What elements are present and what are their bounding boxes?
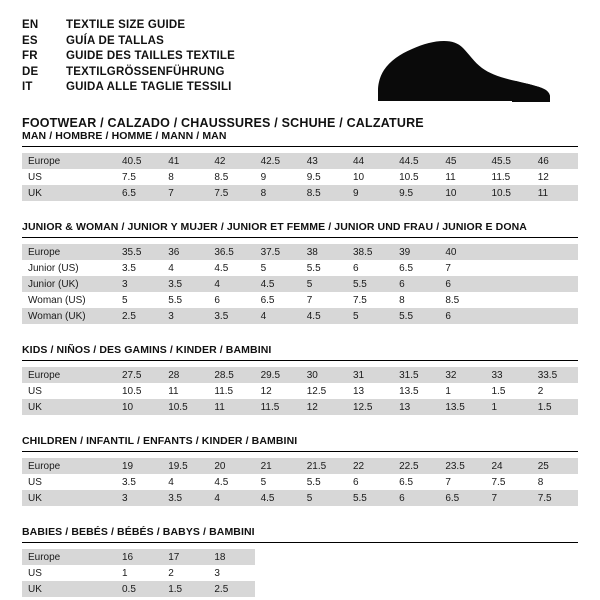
cell: 12: [260, 385, 272, 397]
cell: 42.5: [255, 153, 301, 169]
cell: [532, 292, 578, 308]
cell: 7.5: [122, 171, 136, 183]
table-row: [22, 383, 578, 399]
cell: 38.5: [347, 244, 393, 260]
cell: 20: [208, 458, 254, 474]
language-title: GUIDE DES TAILLES TEXTILE: [66, 50, 235, 62]
language-code: ES: [22, 34, 38, 47]
cell: 3: [162, 308, 208, 324]
cell: 4: [168, 476, 174, 488]
cell: [486, 244, 532, 260]
cell: 11: [208, 399, 254, 415]
section-junior-woman: [22, 221, 578, 324]
document-header: [22, 18, 578, 130]
cell-empty: [439, 565, 485, 581]
cell: 28.5: [208, 367, 254, 383]
cell: 43: [301, 153, 347, 169]
cell: 9.5: [306, 171, 321, 183]
cell: 36: [162, 244, 208, 260]
language-code: EN: [22, 19, 39, 31]
cell: 29.5: [255, 367, 301, 383]
cell: 38: [301, 244, 347, 260]
cell: 11.5: [214, 385, 234, 397]
cell: 6: [393, 276, 439, 292]
cell: 3.5: [122, 476, 136, 488]
table-row: [22, 581, 578, 597]
cell: 7: [306, 294, 313, 306]
cell: 6: [439, 276, 485, 292]
cell-empty: [255, 565, 301, 581]
cell: 1.5: [491, 385, 506, 397]
cell: 6: [214, 294, 220, 306]
language-title: TEXTILE SIZE GUIDE: [66, 19, 186, 31]
language-list: [22, 18, 235, 96]
cell: 18: [208, 549, 254, 565]
section-kids: [22, 344, 578, 415]
cell: 8: [255, 185, 301, 201]
cell-empty: [486, 565, 532, 581]
cell: 4.5: [255, 276, 301, 292]
cell: 19.5: [162, 458, 208, 474]
cell: 11.5: [255, 399, 301, 415]
cell: 5.5: [393, 308, 439, 324]
cell: 46: [532, 153, 578, 169]
cell: 5: [122, 294, 128, 306]
cell: 5: [301, 276, 347, 292]
cell: 25: [532, 458, 578, 474]
cell: 1: [445, 385, 451, 397]
cell: 4: [208, 490, 254, 506]
row-label: US: [28, 567, 42, 579]
cell: 8: [168, 171, 174, 183]
cell: 3.5: [162, 490, 208, 506]
cell: 3: [214, 567, 220, 579]
cell: 7: [486, 490, 532, 506]
cell: 5: [260, 476, 267, 488]
cell: 13.5: [399, 385, 419, 397]
cell: 40: [439, 244, 485, 260]
table-row: [22, 474, 578, 490]
cell: 27.5: [116, 367, 162, 383]
cell: 7: [162, 185, 208, 201]
dress-shoe-icon: [366, 32, 556, 104]
cell: 8: [399, 294, 405, 306]
cell: 4.5: [214, 262, 229, 274]
cell: 33: [486, 367, 532, 383]
cell: 10.5: [162, 399, 208, 415]
cell: 5.5: [306, 262, 321, 274]
row-label: Woman (US): [28, 294, 86, 306]
row-label: US: [28, 385, 42, 397]
cell: 7.5: [352, 294, 367, 306]
cell: 8.5: [214, 171, 229, 183]
cell: 21: [255, 458, 301, 474]
row-label: Europe: [22, 153, 116, 169]
cell: 12: [537, 171, 549, 183]
size-table-kids: [22, 367, 578, 415]
cell: 8.5: [301, 185, 347, 201]
cell: [486, 276, 532, 292]
section-title: JUNIOR & WOMAN / JUNIOR Y MUJER / JUNIOR ET FEMME / JUNIOR UND FRAU / JUNIOR E DONA: [22, 221, 578, 238]
cell: 6.5: [399, 476, 414, 488]
cell: 5.5: [347, 490, 393, 506]
cell: 1.5: [532, 399, 578, 415]
cell: 5: [301, 490, 347, 506]
section-title: CHILDREN / INFANTIL / ENFANTS / KINDER / BAMBINI: [22, 435, 578, 452]
cell-empty: [532, 581, 578, 597]
cell: [486, 260, 532, 276]
cell: 9: [260, 171, 267, 183]
cell: 37.5: [255, 244, 301, 260]
row-label: UK: [22, 185, 116, 201]
cell: 10.5: [399, 171, 419, 183]
table-row: [22, 153, 578, 169]
cell: 3: [116, 490, 162, 506]
language-row: [22, 65, 235, 81]
row-label: Europe: [22, 367, 116, 383]
cell: 39: [393, 244, 439, 260]
cell-empty: [347, 549, 393, 565]
cell-empty: [486, 549, 532, 565]
cell: 6.5: [260, 294, 275, 306]
cell: 12.5: [347, 399, 393, 415]
cell: [532, 260, 578, 276]
size-table-children: [22, 458, 578, 506]
cell-empty: [301, 581, 347, 597]
table-row: [22, 458, 578, 474]
cell: 6: [393, 490, 439, 506]
section-title: MAN / HOMBRE / HOMME / MANN / MAN: [22, 130, 578, 147]
cell: 11: [445, 171, 456, 183]
cell: 2: [537, 385, 544, 397]
row-label: Woman (UK): [22, 308, 116, 324]
table-row: [22, 185, 578, 201]
cell: 4.5: [255, 490, 301, 506]
cell: 36.5: [208, 244, 254, 260]
table-row: [22, 367, 578, 383]
section-babies: [22, 526, 578, 597]
cell: 35.5: [116, 244, 162, 260]
row-label: Junior (US): [28, 262, 79, 274]
cell-empty: [393, 581, 439, 597]
cell: 7: [445, 476, 451, 488]
cell-empty: [255, 581, 301, 597]
cell: 1: [122, 567, 128, 579]
cell: 19: [116, 458, 162, 474]
row-label: UK: [22, 490, 116, 506]
cell: 12: [301, 399, 347, 415]
cell: 2: [168, 567, 174, 579]
language-code: IT: [22, 81, 33, 93]
table-row: [22, 260, 578, 276]
cell: 7.5: [532, 490, 578, 506]
table-row: [22, 244, 578, 260]
cell: 6.5: [116, 185, 162, 201]
cell-empty: [393, 565, 439, 581]
table-row: [22, 169, 578, 185]
cell: 8: [537, 476, 544, 488]
cell: 6.5: [439, 490, 485, 506]
language-title: GUIDA ALLE TAGLIE TESSILI: [66, 81, 232, 93]
cell: 11.5: [491, 171, 511, 183]
cell: 10: [352, 171, 365, 183]
size-table-babies: [22, 549, 578, 597]
cell: 5: [260, 262, 267, 274]
table-row: [22, 565, 578, 581]
cell: 3: [116, 276, 162, 292]
language-code: DE: [22, 65, 39, 78]
cell: 24: [486, 458, 532, 474]
cell: [532, 276, 578, 292]
table-row: [22, 308, 578, 324]
cell-empty: [301, 565, 347, 581]
cell: 41: [162, 153, 208, 169]
cell: 5.5: [168, 294, 183, 306]
row-label: UK: [22, 581, 116, 597]
cell: 45.5: [486, 153, 532, 169]
cell: 4.5: [301, 308, 347, 324]
cell: 40.5: [116, 153, 162, 169]
section-title: KIDS / NIÑOS / DES GAMINS / KINDER / BAMBINI: [22, 344, 578, 361]
language-title: GUÍA DE TALLAS: [66, 34, 164, 47]
page-title: FOOTWEAR / CALZADO / CHAUSSURES / SCHUHE / CALZATURE: [22, 115, 424, 130]
cell: 0.5: [116, 581, 162, 597]
size-table-junior-woman: [22, 244, 578, 324]
cell-empty: [439, 581, 485, 597]
cell: 13: [393, 399, 439, 415]
cell-empty: [347, 581, 393, 597]
cell: [486, 292, 532, 308]
cell: 31.5: [393, 367, 439, 383]
size-table-man: [22, 153, 578, 201]
cell: 3.5: [162, 276, 208, 292]
cell: 6: [352, 476, 359, 488]
cell: 3.5: [208, 308, 254, 324]
cell: 13: [352, 385, 365, 397]
cell-empty: [255, 549, 301, 565]
section-man: [22, 130, 578, 201]
cell: 4.5: [214, 476, 229, 488]
cell: 6: [439, 308, 485, 324]
cell: 45: [439, 153, 485, 169]
table-row: [22, 549, 578, 565]
language-title: TEXTILGRÖSSENFÜHRUNG: [66, 65, 225, 78]
cell: 11: [168, 385, 179, 397]
cell-empty: [439, 549, 485, 565]
cell: 21.5: [301, 458, 347, 474]
cell: 5: [347, 308, 393, 324]
cell-empty: [532, 549, 578, 565]
table-row: [22, 276, 578, 292]
cell-empty: [347, 565, 393, 581]
cell: [532, 308, 578, 324]
table-row: [22, 399, 578, 415]
cell: 9.5: [393, 185, 439, 201]
section-title: BABIES / BEBÉS / BÉBÉS / BABYS / BAMBINI: [22, 526, 578, 543]
row-label: Europe: [22, 549, 116, 565]
row-label: Europe: [22, 244, 116, 260]
cell: 23.5: [439, 458, 485, 474]
cell: 10.5: [486, 185, 532, 201]
cell-empty: [532, 565, 578, 581]
cell-empty: [486, 581, 532, 597]
cell: 22.5: [393, 458, 439, 474]
cell: 7: [445, 262, 451, 274]
cell: 10: [116, 399, 162, 415]
row-label: US: [28, 171, 42, 183]
language-row: [22, 49, 235, 65]
row-label: Europe: [22, 458, 116, 474]
row-label: US: [28, 476, 42, 488]
cell: 2.5: [208, 581, 254, 597]
language-row: [22, 80, 235, 96]
section-children: [22, 435, 578, 506]
row-label: UK: [22, 399, 116, 415]
table-row: [22, 292, 578, 308]
cell: 9: [347, 185, 393, 201]
cell: 31: [347, 367, 393, 383]
language-row: [22, 18, 235, 34]
cell: 2.5: [116, 308, 162, 324]
cell: 5.5: [347, 276, 393, 292]
cell: 6: [352, 262, 359, 274]
cell: [532, 244, 578, 260]
cell: 1: [486, 399, 532, 415]
cell: 32: [439, 367, 485, 383]
cell: 13.5: [439, 399, 485, 415]
language-row: [22, 34, 235, 50]
language-code: FR: [22, 50, 38, 62]
cell: 17: [162, 549, 208, 565]
cell: 30: [301, 367, 347, 383]
cell: 4: [208, 276, 254, 292]
cell: 8.5: [445, 294, 460, 306]
cell: 33.5: [532, 367, 578, 383]
cell: 11: [532, 185, 578, 201]
cell: 42: [208, 153, 254, 169]
cell: 10.5: [122, 385, 142, 397]
cell: 12.5: [306, 385, 327, 397]
table-row: [22, 490, 578, 506]
cell: 16: [116, 549, 162, 565]
cell: 4: [255, 308, 301, 324]
cell: 4: [168, 262, 174, 274]
cell: [486, 308, 532, 324]
cell: 10: [439, 185, 485, 201]
cell: 7.5: [491, 476, 506, 488]
cell: 7.5: [208, 185, 254, 201]
cell-empty: [393, 549, 439, 565]
row-label: Junior (UK): [22, 276, 116, 292]
cell: 28: [162, 367, 208, 383]
cell: 5.5: [306, 476, 321, 488]
cell: 3.5: [122, 262, 136, 274]
cell-empty: [301, 549, 347, 565]
cell: 1.5: [162, 581, 208, 597]
cell: 44.5: [393, 153, 439, 169]
cell: 22: [347, 458, 393, 474]
cell: 44: [347, 153, 393, 169]
cell: 6.5: [399, 262, 414, 274]
